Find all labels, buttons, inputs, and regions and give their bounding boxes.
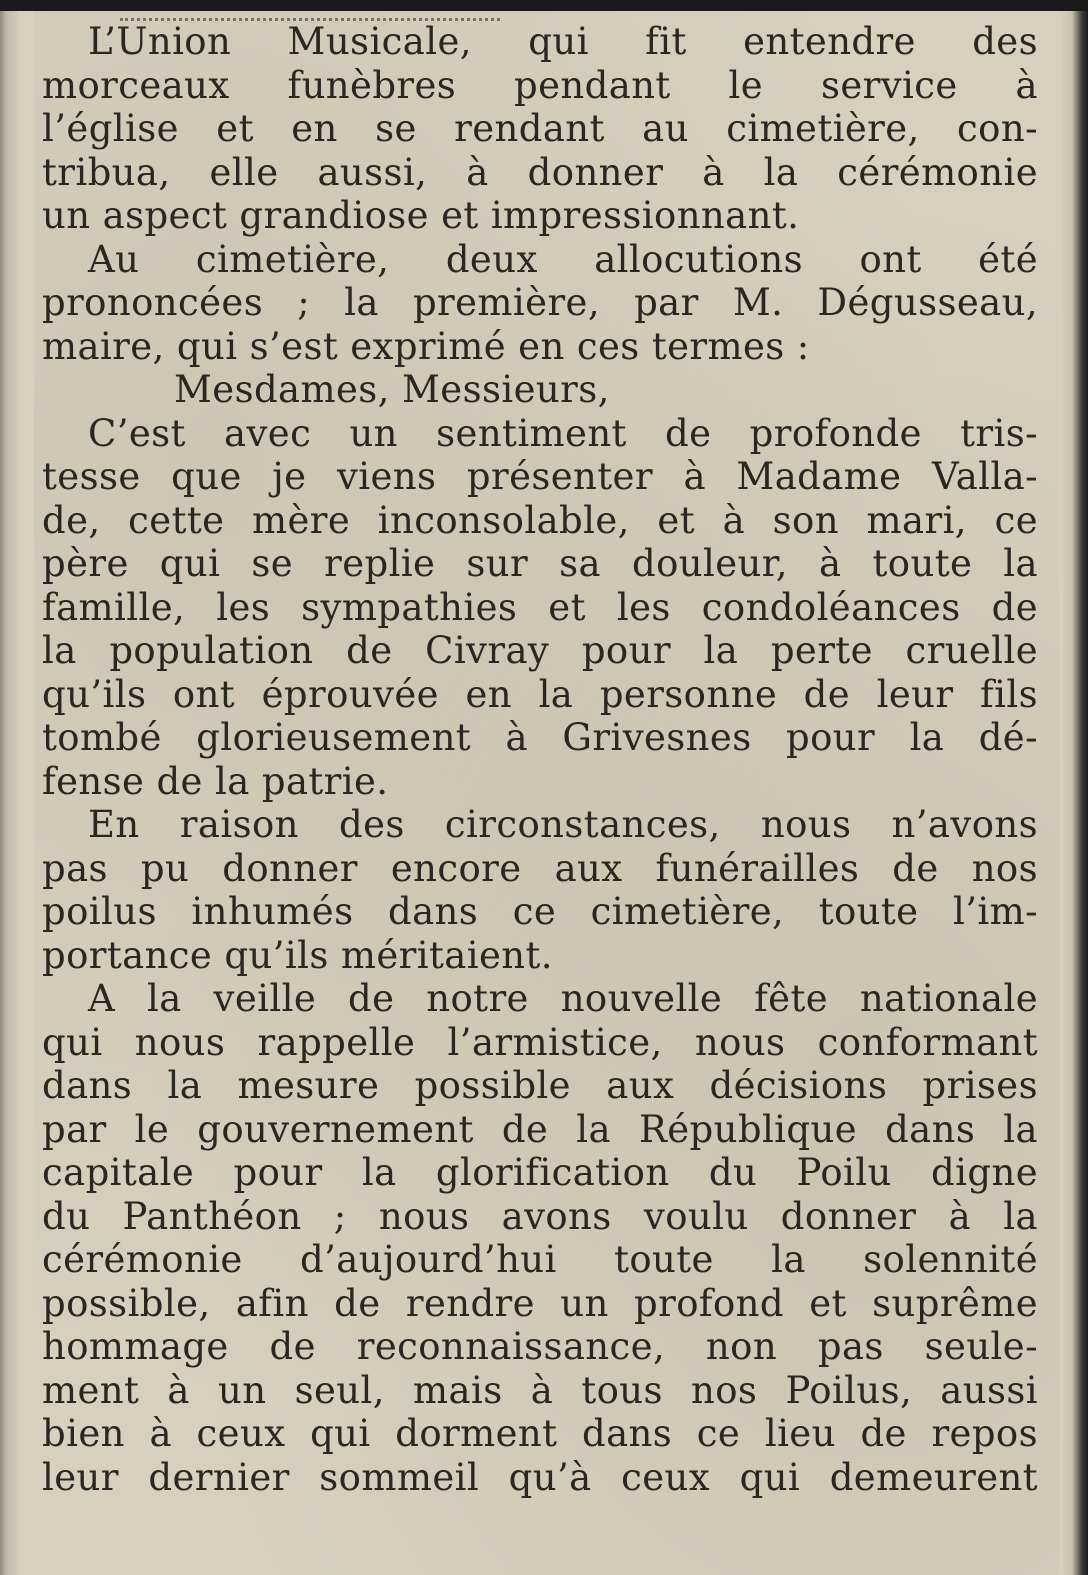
article-line: A la veille de notre nouvelle fête nationale [88,977,1038,1020]
article-line: du Panthéon ; nous avons voulu donner à la [42,1194,1038,1238]
article-line: En raison des circonstances, nous n’avons [88,803,1038,846]
article-line: qui nous rappelle l’armistice, nous conformant [42,1020,1038,1064]
clipped-previous-line [120,4,500,21]
article-line: morceaux funèbres pendant le service à [42,63,1038,107]
article-line: ment à un seul, mais à tous nos Poilus, aussi [42,1368,1038,1412]
article-line: de, cette mère inconsolable, et à son mari, ce [42,498,1038,542]
article-line: dans la mesure possible aux décisions prises [42,1064,1038,1107]
article-line: poilus inhumés dans ce cimetière, toute l’im- [42,890,1038,933]
column-rule-left [0,11,34,1575]
article-line: pas pu donner encore aux funérailles de nos [42,846,1038,890]
article-column [42,20,1038,1499]
article-line: famille, les sympathies et les condoléances de [42,585,1038,629]
article-line: un aspect grandiose et impressionnant. [42,194,800,237]
article-line: tombé glorieusement à Grivesnes pour la dé- [42,716,1038,759]
article-line: Au cimetière, deux allocutions ont été [88,237,1038,281]
article-line: hommage de reconnaissance, non pas seule- [42,1325,1038,1368]
article-line: capitale pour la glorification du Poilu digne [42,1151,1038,1194]
article-line: maire, qui s’est exprimé en ces termes : [42,324,810,368]
article-line: par le gouvernement de la République dans la [42,1107,1038,1151]
article-line: la population de Civray pour la perte cruelle [42,629,1038,672]
article-line: fense de la patrie. [42,759,389,803]
article-line: cérémonie d’aujourd’hui toute la solennité [42,1238,1038,1281]
page-edge-right [1060,11,1088,1575]
article-line: père qui se replie sur sa douleur, à toute la [42,542,1038,585]
article-line: tesse que je viens présenter à Madame Valla- [42,455,1038,498]
article-line: leur dernier sommeil qu’à ceux qui demeurent [42,1455,1038,1499]
article-line: tribua, elle aussi, à donner à la cérémonie [42,150,1038,194]
article-line: prononcées ; la première, par M. Dégusseau, [42,281,1038,324]
article-line: C’est avec un sentiment de profonde tris- [88,411,1038,455]
article-line: bien à ceux qui dorment dans ce lieu de repos [42,1412,1038,1455]
article-line: l’église et en se rendant au cimetière, con- [42,107,1038,150]
article-line: L’Union Musicale, qui fit entendre des [88,20,1038,63]
article-line: portance qu’ils méritaient. [42,933,553,977]
article-line: Mesdames, Messieurs, [174,368,610,411]
article-line: possible, afin de rendre un profond et suprême [42,1281,1038,1325]
article-line: qu’ils ont éprouvée en la personne de leur fils [42,672,1038,716]
